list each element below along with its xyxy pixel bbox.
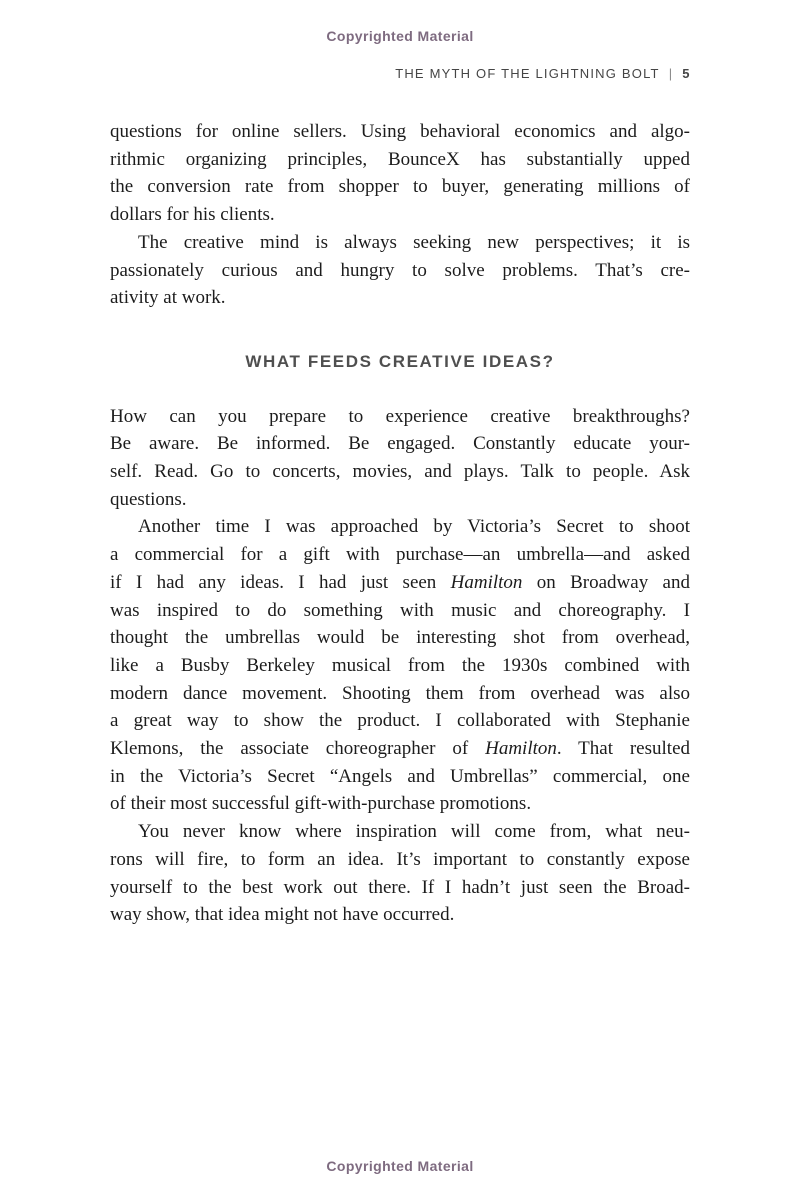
paragraph <box>110 229 690 312</box>
paragraph <box>110 118 690 229</box>
page-number: 5 <box>682 66 690 81</box>
text-line: thought the umbrellas would be interesting shot from overhead, <box>110 627 690 649</box>
running-header-title: THE MYTH OF THE LIGHTNING BOLT <box>395 66 660 81</box>
text-line: rithmic organizing principles, BounceX has substantially upped <box>110 148 690 170</box>
text-line: like a Busby Berkeley musical from the 1930s combined with <box>110 654 690 676</box>
text-line: passionately curious and hungry to solve problems. That’s cre- <box>110 259 690 281</box>
text-line: if I had any ideas. I had just seen Hamilton on Broadway and <box>110 571 690 593</box>
header-separator: | <box>668 66 674 81</box>
text-line: the conversion rate from shopper to buyer, generating millions of <box>110 176 690 198</box>
text-line: yourself to the best work out there. If I hadn’t just seen the Broad- <box>110 876 690 898</box>
text-line: dollars for his clients. <box>110 204 275 226</box>
text-line: way show, that idea might not have occurred. <box>110 904 455 926</box>
running-header <box>110 66 690 81</box>
text-line: self. Read. Go to concerts, movies, and plays. Talk to people. Ask <box>110 461 690 483</box>
text-line: questions. <box>110 488 187 510</box>
text-line: modern dance movement. Shooting them from overhead was also <box>110 682 690 704</box>
text-line: was inspired to do something with music and choreography. I <box>110 599 690 621</box>
copyright-notice-top: Copyrighted Material <box>326 28 474 44</box>
paragraph <box>110 403 690 514</box>
copyright-notice-bottom: Copyrighted Material <box>326 1158 474 1174</box>
text-line: in the Victoria’s Secret “Angels and Umbrellas” commercial, one <box>110 765 690 787</box>
body-top <box>110 118 690 312</box>
text-line: Another time I was approached by Victoria’s Secret to shoot <box>138 516 690 538</box>
paragraph <box>110 513 690 818</box>
text-line: questions for online sellers. Using behavioral economics and algo- <box>110 121 690 142</box>
text-line: a great way to show the product. I collaborated with Stephanie <box>110 710 690 732</box>
text-line: Be aware. Be informed. Be engaged. Constantly educate your- <box>110 433 690 455</box>
section-heading: WHAT FEEDS CREATIVE IDEAS? <box>245 351 555 371</box>
text-line: The creative mind is always seeking new perspectives; it is <box>138 231 690 253</box>
text-line: rons will fire, to form an idea. It’s important to constantly expose <box>110 848 690 870</box>
text-line: of their most successful gift-with-purchase promotions. <box>110 793 532 815</box>
text-line: How can you prepare to experience creative breakthroughs? <box>110 405 690 427</box>
paragraph <box>110 818 690 929</box>
text-line: You never know where inspiration will come from, what neu- <box>138 821 690 843</box>
text-line: ativity at work. <box>110 287 226 309</box>
body-bottom <box>110 403 690 929</box>
text-line: Klemons, the associate choreographer of Hamilton. That resulted <box>110 738 691 760</box>
text-line: a commercial for a gift with purchase—an umbrella—and asked <box>110 544 690 566</box>
body-text <box>110 118 690 929</box>
